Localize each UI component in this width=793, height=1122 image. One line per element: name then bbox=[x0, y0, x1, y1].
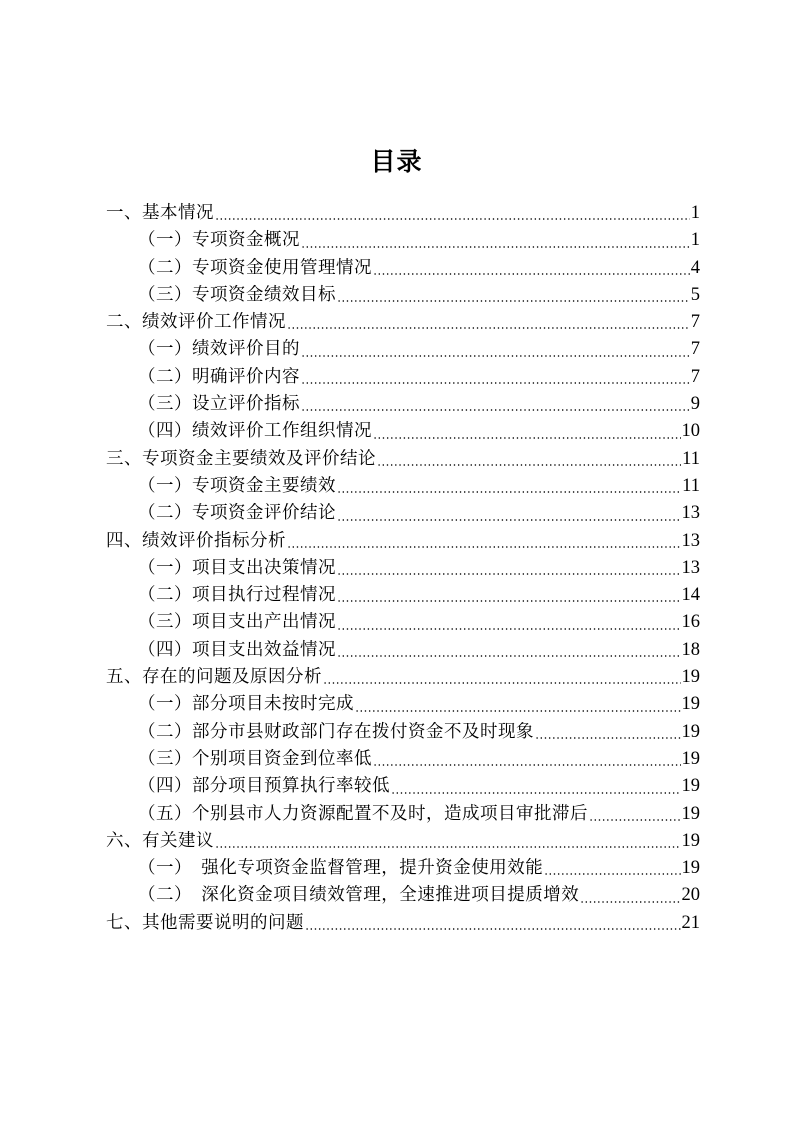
toc-page-number: 16 bbox=[681, 612, 700, 633]
toc-subsection-entry[interactable] bbox=[106, 746, 700, 773]
toc-dot-leader bbox=[301, 379, 690, 385]
toc-page-number: 18 bbox=[681, 639, 700, 660]
toc-title: 目录 bbox=[370, 147, 423, 176]
toc-entry-label: 四、绩效评价指标分析 bbox=[106, 530, 286, 551]
toc-entry-label: （四）绩效评价工作组织情况 bbox=[138, 421, 372, 442]
toc-dot-leader bbox=[215, 843, 681, 849]
toc-dot-leader bbox=[373, 434, 681, 440]
toc-entry-label: （二）明确评价内容 bbox=[138, 366, 300, 387]
toc-entry-label: （五）个别县市人力资源配置不及时，造成项目审批滞后 bbox=[138, 803, 588, 824]
toc-page-number: 19 bbox=[681, 694, 700, 715]
toc-entry-label: （一）部分项目未按时完成 bbox=[138, 694, 354, 715]
toc-entry-label: （一）专项资金概况 bbox=[138, 230, 300, 251]
toc-dot-leader bbox=[287, 543, 681, 549]
toc-dot-leader bbox=[589, 816, 681, 822]
toc-page-number: 10 bbox=[681, 421, 700, 442]
toc-page-number: 19 bbox=[681, 830, 700, 851]
toc-subsection-entry[interactable] bbox=[106, 555, 700, 582]
toc-subsection-entry[interactable] bbox=[106, 282, 700, 309]
toc-entry-label: （三）专项资金绩效目标 bbox=[138, 284, 336, 305]
toc-subsection-entry[interactable] bbox=[106, 882, 700, 909]
toc-dot-leader bbox=[535, 734, 681, 740]
toc-dot-leader bbox=[301, 406, 690, 412]
toc-entry-label: 五、存在的问题及原因分析 bbox=[106, 667, 322, 688]
toc-entry-label: （三）个别项目资金到位率低 bbox=[138, 748, 372, 769]
toc-entry-label: （一）绩效评价目的 bbox=[138, 339, 300, 360]
toc-entry-label: （一） 强化专项资金监督管理，提升资金使用效能 bbox=[138, 858, 544, 879]
toc-entry-label: 三、专项资金主要绩效及评价结论 bbox=[106, 448, 376, 469]
toc-dot-leader bbox=[580, 898, 680, 904]
toc-subsection-entry[interactable] bbox=[106, 227, 700, 254]
toc-page-number: 13 bbox=[681, 503, 700, 524]
toc-page-number: 7 bbox=[690, 339, 700, 360]
toc-dot-leader bbox=[355, 707, 681, 713]
toc-subsection-entry[interactable] bbox=[106, 609, 700, 636]
toc-dot-leader bbox=[337, 516, 681, 522]
toc-page-number: 5 bbox=[690, 284, 700, 305]
toc-subsection-entry[interactable] bbox=[106, 637, 700, 664]
toc-page-number: 19 bbox=[681, 776, 700, 797]
toc-dot-leader bbox=[337, 652, 681, 658]
toc-page-number: 11 bbox=[682, 448, 700, 469]
toc-subsection-entry[interactable] bbox=[106, 473, 700, 500]
toc-dot-leader bbox=[391, 789, 681, 795]
toc-entry-label: （二）专项资金评价结论 bbox=[138, 503, 336, 524]
toc-dot-leader bbox=[373, 270, 690, 276]
toc-subsection-entry[interactable] bbox=[106, 255, 700, 282]
toc-page-number: 19 bbox=[681, 721, 700, 742]
toc-list bbox=[106, 200, 700, 937]
toc-page-number: 14 bbox=[681, 585, 700, 606]
toc-page-number: 21 bbox=[681, 912, 700, 933]
toc-entry-label: （三）项目支出产出情况 bbox=[138, 612, 336, 633]
toc-dot-leader bbox=[337, 597, 681, 603]
toc-section-entry[interactable] bbox=[106, 528, 700, 555]
toc-entry-label: （四）部分项目预算执行率较低 bbox=[138, 776, 390, 797]
toc-subsection-entry[interactable] bbox=[106, 500, 700, 527]
toc-page-number: 19 bbox=[681, 748, 700, 769]
toc-entry-label: （一）项目支出决策情况 bbox=[138, 557, 336, 578]
toc-dot-leader bbox=[301, 352, 690, 358]
toc-dot-leader bbox=[373, 761, 681, 767]
toc-page-number: 19 bbox=[681, 858, 700, 879]
toc-section-entry[interactable] bbox=[106, 309, 700, 336]
toc-page-number: 7 bbox=[690, 366, 700, 387]
toc-dot-leader bbox=[377, 461, 681, 467]
toc-section-entry[interactable] bbox=[106, 828, 700, 855]
toc-section-entry[interactable] bbox=[106, 910, 700, 937]
toc-page-number: 19 bbox=[681, 803, 700, 824]
toc-section-entry[interactable] bbox=[106, 200, 700, 227]
toc-subsection-entry[interactable] bbox=[106, 719, 700, 746]
toc-page-number: 1 bbox=[690, 203, 700, 223]
toc-entry-label: （一）专项资金主要绩效 bbox=[138, 475, 336, 496]
toc-page-number: 9 bbox=[690, 394, 700, 415]
toc-entry-label: 一、基本情况 bbox=[106, 203, 214, 223]
toc-dot-leader bbox=[301, 243, 690, 249]
toc-entry-label: 六、有关建议 bbox=[106, 830, 214, 851]
toc-entry-label: （二）专项资金使用管理情况 bbox=[138, 257, 372, 278]
toc-page-number: 13 bbox=[681, 530, 700, 551]
toc-page-number: 4 bbox=[690, 257, 700, 278]
toc-page-number: 7 bbox=[690, 312, 700, 333]
toc-entry-label: （三）设立评价指标 bbox=[138, 394, 300, 415]
toc-subsection-entry[interactable] bbox=[106, 801, 700, 828]
toc-section-entry[interactable] bbox=[106, 664, 700, 691]
toc-dot-leader bbox=[544, 870, 680, 876]
toc-entry-label: （二） 深化资金项目绩效管理，全速推进项目提质增效 bbox=[138, 885, 580, 906]
toc-subsection-entry[interactable] bbox=[106, 855, 700, 882]
toc-dot-leader bbox=[215, 215, 690, 221]
toc-subsection-entry[interactable] bbox=[106, 418, 700, 445]
toc-entry-label: （二）部分市县财政部门存在拨付资金不及时现象 bbox=[138, 721, 534, 742]
toc-page-number: 11 bbox=[682, 475, 700, 496]
toc-dot-leader bbox=[323, 679, 681, 685]
toc-subsection-entry[interactable] bbox=[106, 391, 700, 418]
toc-subsection-entry[interactable] bbox=[106, 336, 700, 363]
toc-subsection-entry[interactable] bbox=[106, 582, 700, 609]
toc-section-entry[interactable] bbox=[106, 446, 700, 473]
toc-page-number: 19 bbox=[681, 667, 700, 688]
toc-entry-label: （四）项目支出效益情况 bbox=[138, 639, 336, 660]
toc-page-number: 1 bbox=[690, 230, 700, 251]
toc-dot-leader bbox=[337, 488, 681, 494]
toc-dot-leader bbox=[337, 625, 681, 631]
toc-dot-leader bbox=[337, 570, 681, 576]
toc-subsection-entry[interactable] bbox=[106, 691, 700, 718]
toc-dot-leader bbox=[337, 297, 690, 303]
toc-subsection-entry[interactable] bbox=[106, 364, 700, 391]
toc-subsection-entry[interactable] bbox=[106, 773, 700, 800]
toc-dot-leader bbox=[305, 925, 681, 931]
toc-entry-label: 二、绩效评价工作情况 bbox=[106, 312, 286, 333]
toc-page-number: 20 bbox=[681, 885, 700, 906]
toc-entry-label: 七、其他需要说明的问题 bbox=[106, 912, 304, 933]
toc-dot-leader bbox=[287, 324, 690, 330]
toc-page-number: 13 bbox=[681, 557, 700, 578]
toc-entry-label: （二）项目执行过程情况 bbox=[138, 585, 336, 606]
